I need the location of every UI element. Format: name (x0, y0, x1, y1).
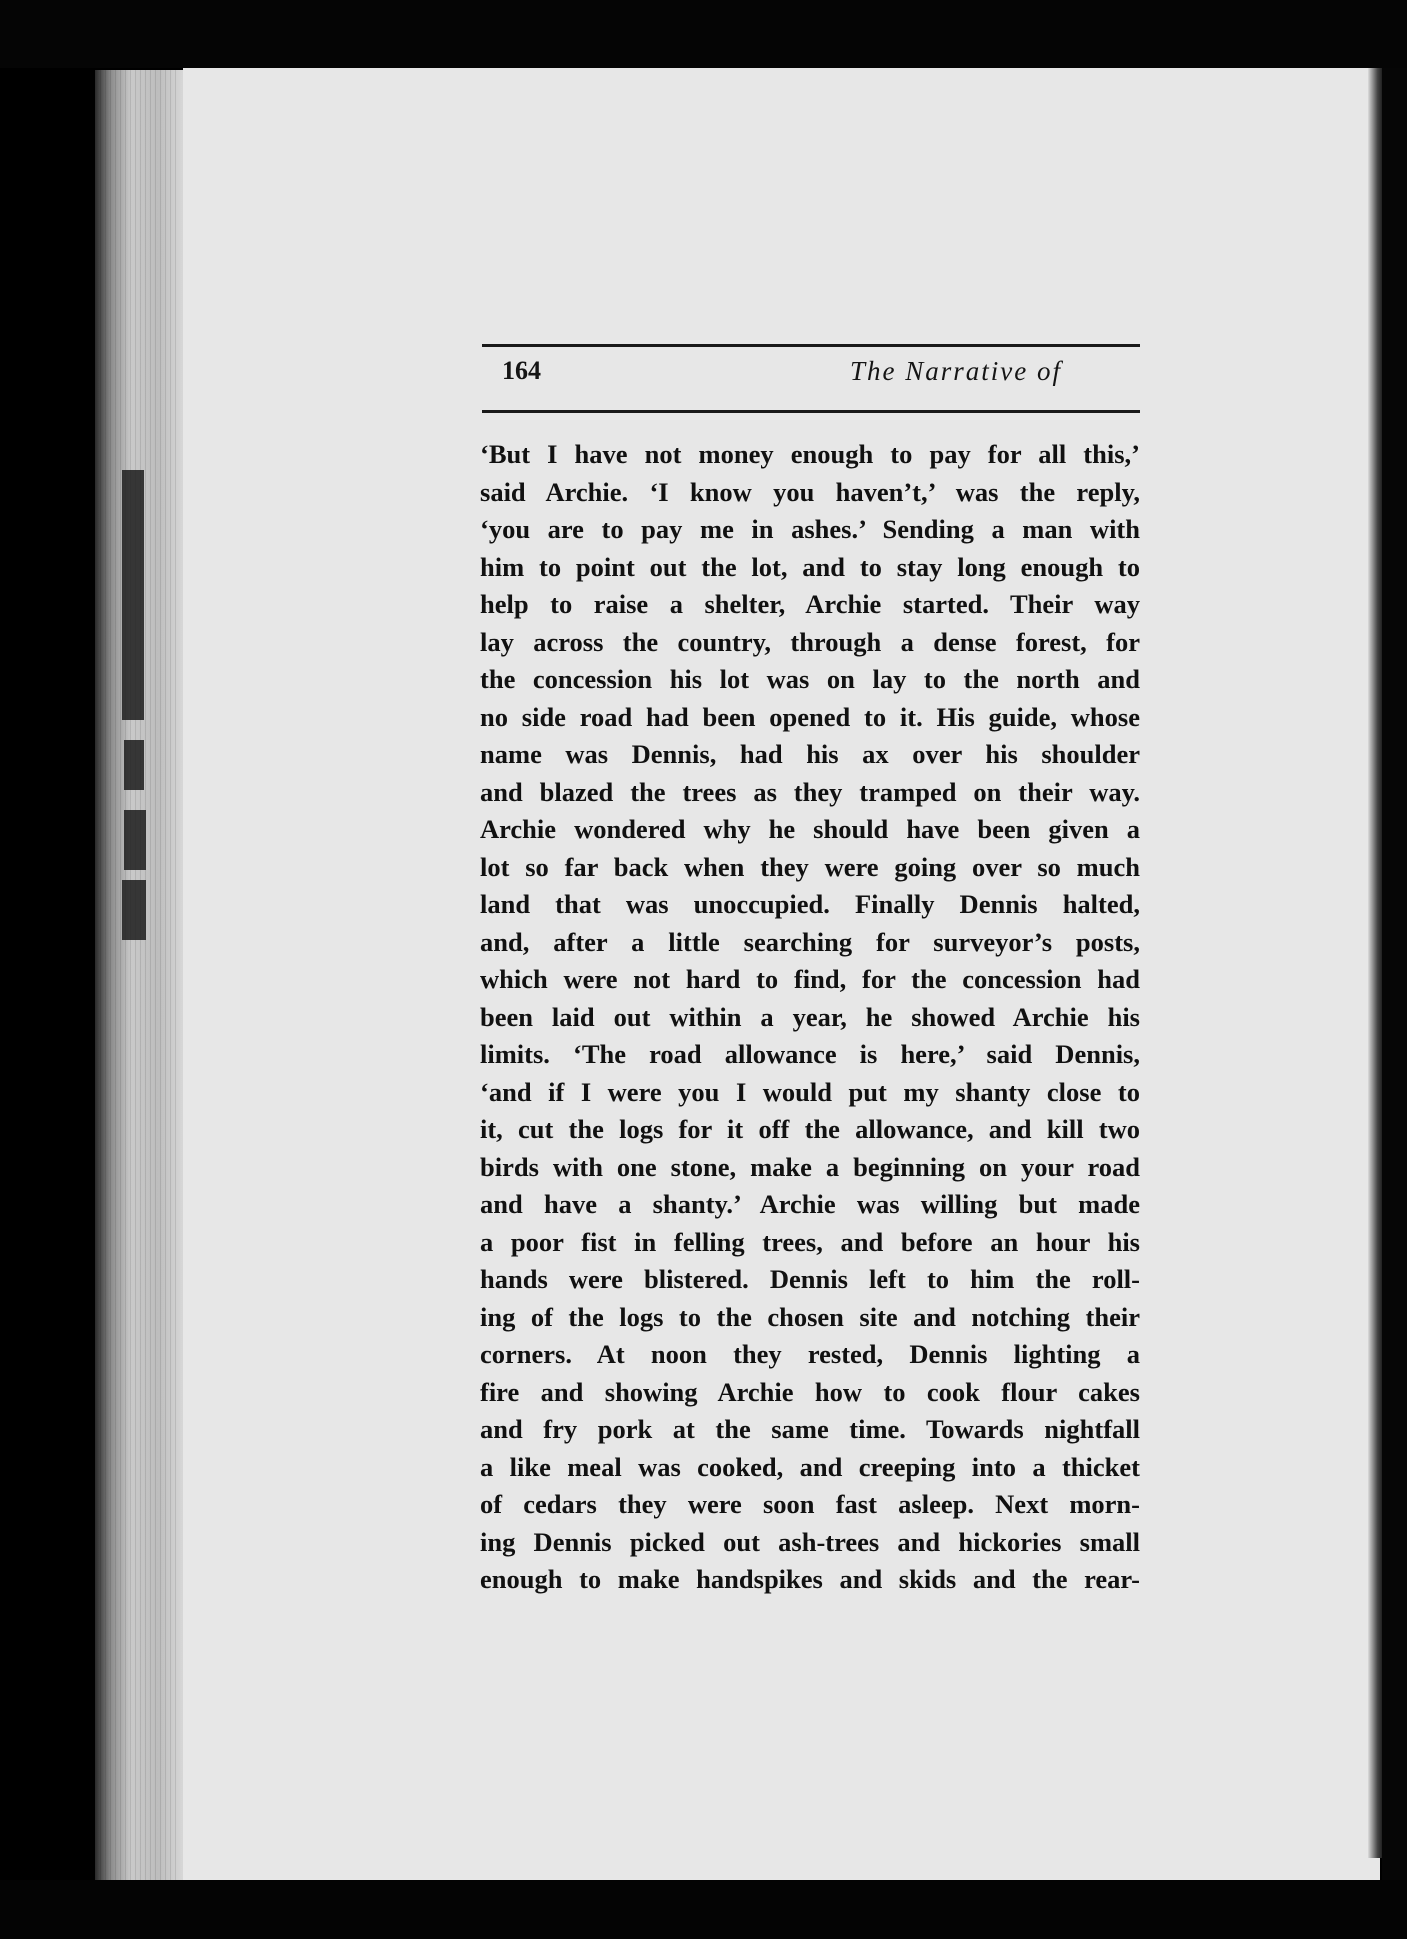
spine-stamp-mark (124, 740, 144, 790)
text-line: ing of the logs to the chosen site and notching their (480, 1301, 1140, 1332)
text-line: limits. ‘The road allowance is here,’ said Dennis, (480, 1039, 1140, 1069)
scan-top-border (0, 0, 1407, 68)
text-line: said Archie. ‘I know you haven’t,’ was the reply, (480, 476, 1140, 507)
text-line: corners. At noon they rested, Dennis lighting a (480, 1339, 1140, 1369)
scan-bottom-border (0, 1880, 1407, 1939)
body-text (480, 436, 1140, 1599)
text-line: and blazed the trees as they tramped on their way. (480, 776, 1140, 807)
text-line: enough to make handspikes and skids and the rear- (480, 1564, 1140, 1594)
header-bottom-rule (482, 410, 1140, 413)
text-line: which were not hard to find, for the concession had (480, 964, 1140, 994)
text-line: been laid out within a year, he showed Archie his (480, 1001, 1140, 1032)
text-line: no side road had been opened to it. His guide, whose (480, 701, 1140, 732)
text-line: and, after a little searching for surveyor’s posts, (480, 926, 1140, 957)
text-line: lot so far back when they were going over so much (480, 851, 1140, 882)
header-top-rule (482, 344, 1140, 347)
text-line: of cedars they were soon fast asleep. Next morn- (480, 1489, 1140, 1519)
text-line: ‘But I have not money enough to pay for all this,’ (480, 439, 1140, 469)
running-header (502, 356, 1062, 396)
spine-stamp-mark (124, 810, 146, 870)
text-line: land that was unoccupied. Finally Dennis halted, (480, 889, 1140, 919)
text-line: lay across the country, through a dense forest, for (480, 626, 1140, 657)
spine-stamp-mark (122, 470, 144, 720)
text-line: Archie wondered why he should have been given a (480, 814, 1140, 844)
text-line: ‘you are to pay me in ashes.’ Sending a man with (480, 514, 1140, 544)
text-line: a poor fist in felling trees, and before an hour his (480, 1226, 1140, 1257)
page-number: 164 (502, 356, 541, 385)
text-line: and have a shanty.’ Archie was willing but made (480, 1189, 1140, 1219)
scan-right-border (1382, 68, 1407, 1939)
text-line: name was Dennis, had his ax over his shoulder (480, 739, 1140, 769)
text-line: it, cut the logs for it off the allowance, and kill two (480, 1114, 1140, 1144)
text-line: him to point out the lot, and to stay long enough to (480, 551, 1140, 582)
spine-stamp-mark (122, 880, 146, 940)
running-title: The Narrative of (850, 356, 1062, 386)
text-line: ‘and if I were you I would put my shanty close to (480, 1076, 1140, 1107)
page-edge-lines (100, 70, 180, 1880)
text-line: fire and showing Archie how to cook flour cakes (480, 1376, 1140, 1407)
text-line: birds with one stone, make a beginning on your road (480, 1151, 1140, 1182)
text-line: the concession his lot was on lay to the north and (480, 664, 1140, 694)
text-line: and fry pork at the same time. Towards nightfall (480, 1414, 1140, 1444)
text-line: a like meal was cooked, and creeping into a thicket (480, 1451, 1140, 1482)
text-line: hands were blistered. Dennis left to him the roll- (480, 1264, 1140, 1294)
text-line: ing Dennis picked out ash-trees and hickories small (480, 1526, 1140, 1557)
text-line: help to raise a shelter, Archie started. Their way (480, 589, 1140, 619)
